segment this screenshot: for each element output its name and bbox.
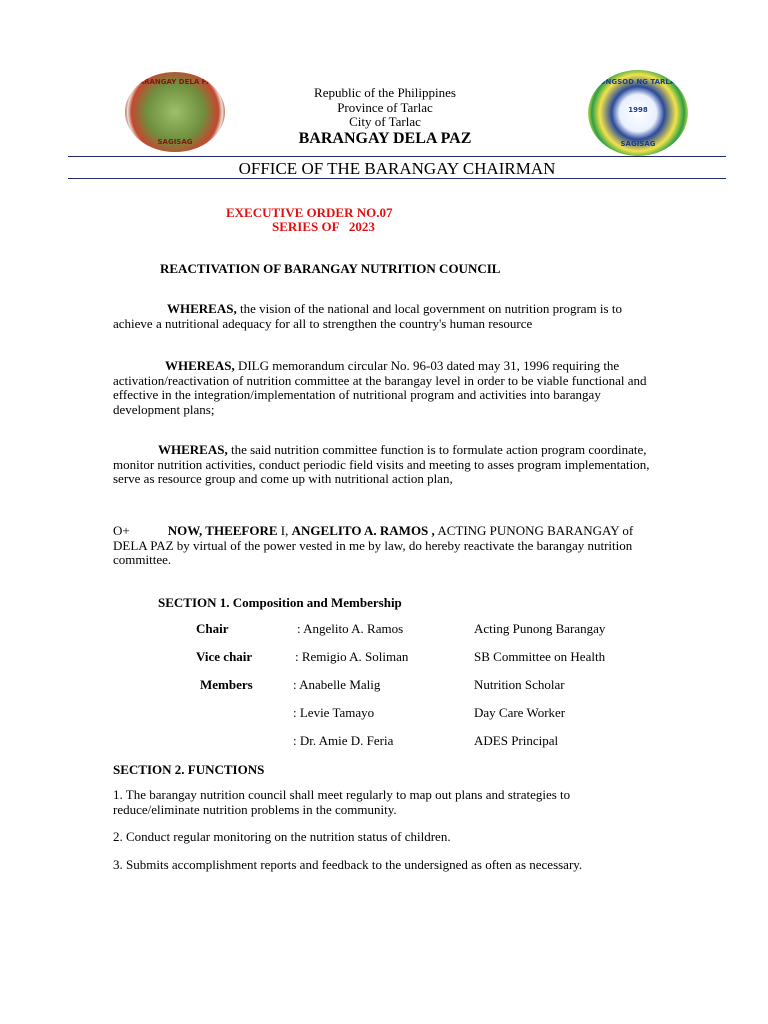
function-item-2: 2. Conduct regular monitoring on the nutrition status of children. (113, 829, 451, 844)
member-position: Nutrition Scholar (474, 677, 565, 692)
signatory-name: ANGELITO A. RAMOS , (291, 523, 435, 538)
now-rest: ACTING PUNONG BARANGAY of DELA PAZ by virtual of the power vested in me by law, do hereby reactivate the barangay nutrition committee. (113, 523, 634, 567)
header-line-republic: Republic of the Philippines (314, 85, 456, 100)
now-lead: NOW, THEEFORE (167, 523, 278, 538)
whereas-text: the said nutrition committee function is to formulate action program coordinate, monitor nutrition activities, conduct periodic field visits and meeting to asses program implementation, serve as resource group and come up with nutritional action plan, (113, 442, 650, 486)
function-item-3: 3. Submits accomplishment reports and feedback to the undersigned as often as necessary. (113, 857, 583, 872)
whereas-clause-3 (113, 443, 653, 487)
member-name: : Anabelle Malig (293, 677, 381, 692)
member-position: Day Care Worker (474, 705, 566, 720)
divider-bottom (68, 178, 726, 179)
member-position: ADES Principal (474, 733, 559, 748)
function-item-1: 1. The barangay nutrition council shall meet regularly to map out plans and strategies to reduce/eliminate nutrition problems in the community. (113, 787, 571, 817)
whereas-clause-1 (113, 302, 653, 331)
member-role: Vice chair (196, 649, 253, 664)
executive-order-series: SERIES OF 2023 (272, 219, 375, 234)
letterhead (250, 86, 520, 148)
now-prefix: O+ (113, 523, 130, 538)
whereas-lead: WHEREAS, (167, 301, 237, 316)
header-barangay-name: BARANGAY DELA PAZ (298, 129, 472, 147)
member-position: SB Committee on Health (474, 649, 606, 664)
member-name: : Levie Tamayo (293, 705, 375, 720)
seal-right-top-text: LUNGSOD NG TARLAC (595, 78, 681, 86)
whereas-text: DILG memorandum circular No. 96-03 dated may 31, 1996 requiring the activation/reactivation of nutrition committee at the barangay level in order to be viable functional and effective in the integration/implementation of nutritional program and activities into barangay development plans; (113, 358, 647, 417)
whereas-text: the vision of the national and local government on nutrition program is to achieve a nutritional adequacy for all to strengthen the country's human resource (113, 301, 622, 331)
member-role: Members (200, 677, 253, 692)
section1-heading: SECTION 1. Composition and Membership (158, 595, 402, 610)
header-line-city: City of Tarlac (349, 114, 421, 129)
divider-top (68, 156, 726, 157)
executive-order-number: EXECUTIVE ORDER NO.07 (226, 205, 393, 220)
seal-left-bottom-text: SAGISAG (157, 138, 193, 146)
now-therefore-clause (113, 524, 653, 568)
seal-left-top-text: BARANGAY DELA PAZ (133, 78, 217, 86)
seal-right-year: 1998 (628, 106, 648, 114)
section2-heading: SECTION 2. FUNCTIONS (113, 762, 265, 777)
header-line-province: Province of Tarlac (337, 99, 433, 115)
member-name: : Remigio A. Soliman (295, 649, 409, 664)
barangay-seal-logo (125, 72, 225, 152)
city-seal-logo (588, 70, 688, 156)
seal-right-bottom-text: SAGISAG (620, 140, 656, 148)
member-name: : Dr. Amie D. Feria (293, 733, 394, 748)
member-position: Acting Punong Barangay (474, 621, 606, 636)
office-title: OFFICE OF THE BARANGAY CHAIRMAN (238, 159, 556, 178)
order-title: REACTIVATION OF BARANGAY NUTRITION COUNCIL (160, 261, 501, 276)
whereas-lead: WHEREAS, (158, 442, 228, 457)
member-role: Chair (196, 621, 229, 636)
member-name: : Angelito A. Ramos (297, 621, 404, 636)
whereas-clause-2 (113, 359, 653, 417)
whereas-lead: WHEREAS, (165, 358, 235, 373)
now-i: I, (277, 523, 292, 538)
